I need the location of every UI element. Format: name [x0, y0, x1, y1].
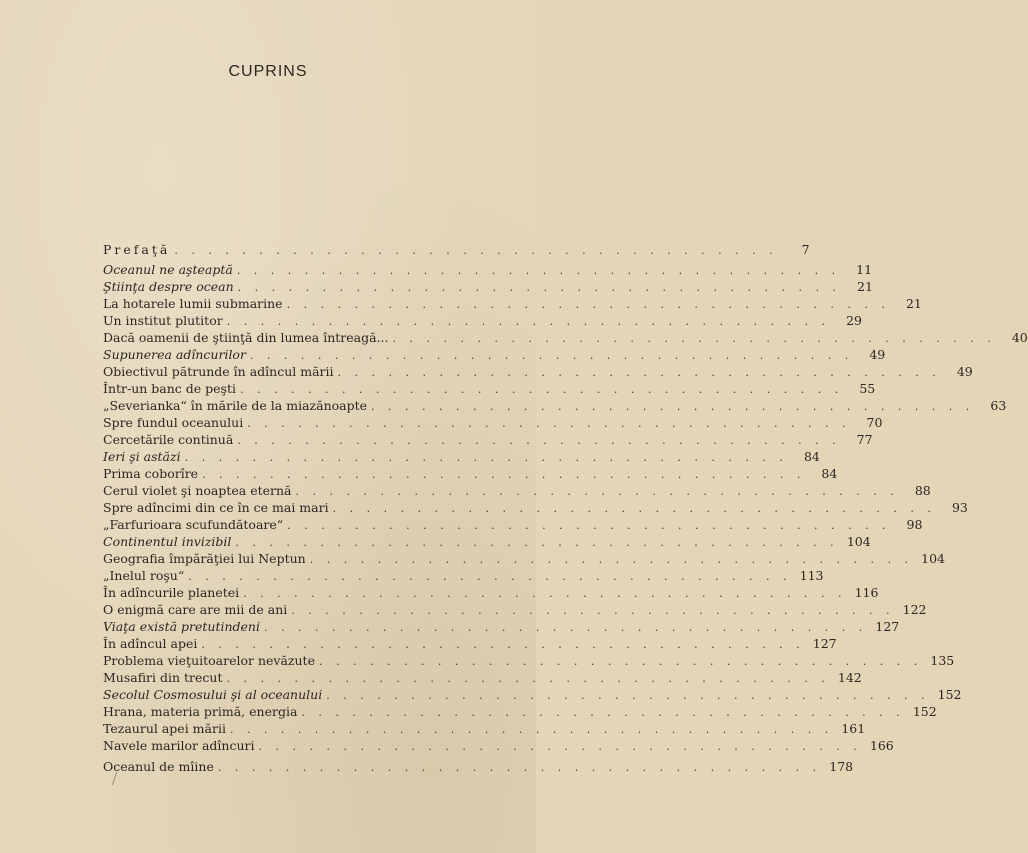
leader-dots: . . . . . . . . . . . . . . . . . . . . . . . . . . . . . . . . . . . . [217, 761, 822, 774]
leader-dots: . . . . . . . . . . . . . . . . . . . . . . . . . . . . . . . . . . . . [236, 264, 841, 277]
toc-entry-page: 29 [846, 313, 862, 328]
toc-entry-page: 49 [956, 364, 973, 379]
toc-entry-title: Obiectivul pătrunde în adîncul mării [103, 364, 334, 379]
toc-entry-title: Oceanul de mîine [103, 759, 214, 774]
toc-entry-page: 55 [859, 381, 876, 396]
toc-entry [103, 653, 955, 670]
toc-entry-page: 40 [1011, 330, 1028, 345]
leader-dots: . . . . . . . . . . . . . . . . . . . . . . . . . . . . . . . . . . . . [295, 485, 899, 498]
leader-dots: . . . . . . . . . . . . . . . . . . . . . . . . . . . . . . . . . . . . [287, 519, 891, 532]
leader-dots: . . . . . . . . . . . . . . . . . . . . . . . . . . . . . . . . . . . . [226, 315, 830, 328]
toc-entry-page: 127 [875, 619, 900, 634]
leader-dots: . . . . . . . . . . . . . . . . . . . . . . . . . . . . . . . . . . . . [326, 689, 930, 702]
leader-dots: . . . . . . . . . . . . . . . . . . . . . . . . . . . . . . . . . . . . [239, 383, 844, 396]
toc-entry-page: 142 [837, 670, 862, 685]
toc-entry-page: 178 [829, 759, 854, 774]
toc-entry [103, 398, 1007, 415]
toc-entry-title: Un institut plutitor [103, 313, 223, 328]
leader-dots: . . . . . . . . . . . . . . . . . . . . . . . . . . . . . . . . . . . . [301, 706, 905, 719]
toc-entry [103, 534, 871, 551]
toc-entry-title: Ieri şi astăzi [103, 449, 181, 464]
toc-entry-page: 116 [854, 585, 879, 600]
toc-entry [103, 704, 937, 721]
leader-dots: . . . . . . . . . . . . . . . . . . . . . . . . . . . . . . . . . . . . [229, 723, 834, 736]
toc-entry-page: 161 [841, 721, 866, 736]
toc-entry-page: 152 [937, 687, 962, 702]
toc-entry [103, 415, 883, 432]
page-title: CUPRINS [228, 63, 308, 80]
toc-entry [103, 466, 838, 483]
toc-entry-page: 93 [951, 500, 968, 515]
leader-dots: . . . . . . . . . . . . . . . . . . . . . . . . . . . . . . . . . . . . [258, 740, 862, 753]
leader-dots: . . . . . . . . . . . . . . . . . . . . . . . . . . . . . . . . . . . . [286, 298, 890, 311]
toc-entry-title: „Severianka“ în mările de la miazănoapte [103, 398, 368, 413]
toc-entry-title: Oceanul ne aşteaptă [103, 262, 233, 277]
toc-entry-title: Ştiinţa despre ocean [103, 279, 234, 294]
leader-dots: . . . . . . . . . . . . . . . . . . . . . . . . . . . . . . . . . . . . [291, 604, 895, 617]
toc-entry-page: 88 [914, 483, 931, 498]
toc-entry [103, 296, 922, 313]
toc-entry-title: Continentul invizibil [103, 534, 232, 549]
toc-entry-title: Secolul Cosmosului şi al oceanului [103, 687, 323, 702]
toc-entry-page: 77 [856, 432, 873, 447]
toc-entry-title: Prima coborîre [103, 466, 199, 481]
leader-dots: . . . . . . . . . . . . . . . . . . . . . . . . . . . . . . . . . . . . [188, 570, 792, 583]
toc-entry-page: 84 [803, 449, 820, 464]
toc-entry [103, 619, 900, 636]
toc-entry-page: 166 [869, 738, 894, 753]
leader-dots: . . . . . . . . . . . . . . . . . . . . . . . . . . . . . . . . . . . . [235, 536, 839, 549]
table-of-contents [103, 242, 1028, 776]
leader-dots: . . . . . . . . . . . . . . . . . . . . . . . . . . . . . . . . . . . . [202, 468, 806, 481]
toc-entry [103, 687, 962, 704]
leader-dots: . . . . . . . . . . . . . . . . . . . . . . . . . . . . . . . . . . . . [371, 400, 975, 413]
toc-entry-page: 84 [821, 466, 838, 481]
toc-entry [103, 347, 886, 364]
leader-dots: . . . . . . . . . . . . . . . . . . . . . . . . . . . . . . . . . . . . [337, 366, 941, 379]
leader-dots: . . . . . . . . . . . . . . . . . . . . . . . . . . . . . . . . . . . . [318, 655, 923, 668]
toc-entry-page: 152 [912, 704, 937, 719]
toc-entry-title: O enigmă care are mii de ani [103, 602, 288, 617]
toc-entry-title: Spre adîncimi din ce în ce mai mari [103, 500, 329, 515]
toc-entry-title: Cercetările continuă [103, 432, 234, 447]
toc-entry-title: Tezaurul apei mării [103, 721, 226, 736]
toc-entry-page: 122 [902, 602, 927, 617]
leader-dots: . . . . . . . . . . . . . . . . . . . . . . . . . . . . . . . . . . . . [249, 349, 854, 362]
toc-entry-title: Viaţa există pretutindeni [103, 619, 260, 634]
toc-entry-page: 21 [905, 296, 922, 311]
toc-entry-title: Hrana, materia primă, energia [103, 704, 298, 719]
leader-dots: . . . . . . . . . . . . . . . . . . . . . . . . . . . . . . . . . . . . [237, 434, 841, 447]
leader-dots: . . . . . . . . . . . . . . . . . . . . . . . . . . . . . . . . . . . . [332, 502, 936, 515]
toc-entry-page: 70 [866, 415, 883, 430]
toc-entry [103, 449, 820, 466]
leader-dots: . . . . . . . . . . . . . . . . . . . . . . . . . . . . . . . . . . . . [174, 244, 778, 257]
toc-entry [103, 262, 873, 279]
toc-entry [103, 585, 879, 602]
leader-dots: . . . . . . . . . . . . . . . . . . . . . . . . . . . . . . . . . . . . [309, 553, 913, 566]
toc-entry [103, 381, 876, 398]
toc-entry-title: Cerul violet şi noaptea eternă [103, 483, 292, 498]
toc-entry [103, 551, 945, 568]
toc-entry-title: Prefaţă [103, 242, 171, 257]
toc-entry-title: Geografia împărăţiei lui Neptun [103, 551, 306, 566]
toc-entry [103, 500, 968, 517]
toc-entry [103, 313, 862, 330]
toc-entry [103, 721, 866, 738]
toc-entry [103, 517, 923, 534]
toc-entry [103, 670, 862, 687]
toc-entry-title: Musafiri din trecut [103, 670, 223, 685]
leader-dots: . . . . . . . . . . . . . . . . . . . . . . . . . . . . . . . . . . . . [392, 332, 996, 345]
toc-entry-page: 49 [869, 347, 886, 362]
toc-entry [103, 432, 873, 449]
toc-entry-title: Navele marilor adîncuri [103, 738, 255, 753]
toc-entry-title: Problema vieţuitoarelor nevăzute [103, 653, 315, 668]
leader-dots: . . . . . . . . . . . . . . . . . . . . . . . . . . . . . . . . . . . . [263, 621, 868, 634]
leader-dots: . . . . . . . . . . . . . . . . . . . . . . . . . . . . . . . . . . . . [243, 587, 847, 600]
leader-dots: . . . . . . . . . . . . . . . . . . . . . . . . . . . . . . . . . . . . [247, 417, 851, 430]
toc-entry-title: Într-un banc de peşti [103, 381, 236, 396]
toc-entry [103, 738, 894, 755]
toc-entry-title: La hotarele lumii submarine [103, 296, 283, 311]
toc-entry [103, 242, 810, 262]
toc-entry-title: „Farfurioara scufundătoare“ [103, 517, 284, 532]
toc-entry-page: 11 [856, 262, 873, 277]
toc-entry [103, 483, 931, 500]
toc-entry-page: 127 [812, 636, 837, 651]
toc-entry-title: În adîncul apei [103, 636, 198, 651]
toc-entry-page: 135 [930, 653, 955, 668]
toc-entry-title: Dacă oamenii de ştiinţă din lumea întreagă... [103, 330, 389, 345]
leader-dots: . . . . . . . . . . . . . . . . . . . . . . . . . . . . . . . . . . . . [184, 451, 788, 464]
leader-dots: . . . . . . . . . . . . . . . . . . . . . . . . . . . . . . . . . . . . [237, 281, 841, 294]
leader-dots: . . . . . . . . . . . . . . . . . . . . . . . . . . . . . . . . . . . . [201, 638, 805, 651]
toc-entry-title: Supunerea adîncurilor [103, 347, 246, 362]
toc-entry [103, 364, 973, 381]
toc-entry-title: În adîncurile planetei [103, 585, 240, 600]
toc-entry [103, 279, 873, 296]
toc-entry-page: 104 [846, 534, 871, 549]
toc-entry [103, 602, 927, 619]
toc-entry-page: 104 [921, 551, 945, 566]
toc-entry [103, 759, 854, 776]
leader-dots: . . . . . . . . . . . . . . . . . . . . . . . . . . . . . . . . . . . . [226, 672, 830, 685]
toc-entry [103, 636, 837, 653]
toc-entry-page: 21 [857, 279, 873, 294]
toc-entry [103, 568, 824, 585]
toc-entry [103, 330, 1028, 347]
toc-entry-page: 63 [990, 398, 1007, 413]
toc-entry-page: 113 [799, 568, 824, 583]
toc-entry-page: 98 [906, 517, 923, 532]
toc-entry-title: „Inelul roşu“ [103, 568, 185, 583]
toc-entry-page: 7 [801, 242, 810, 257]
toc-entry-title: Spre fundul oceanului [103, 415, 244, 430]
